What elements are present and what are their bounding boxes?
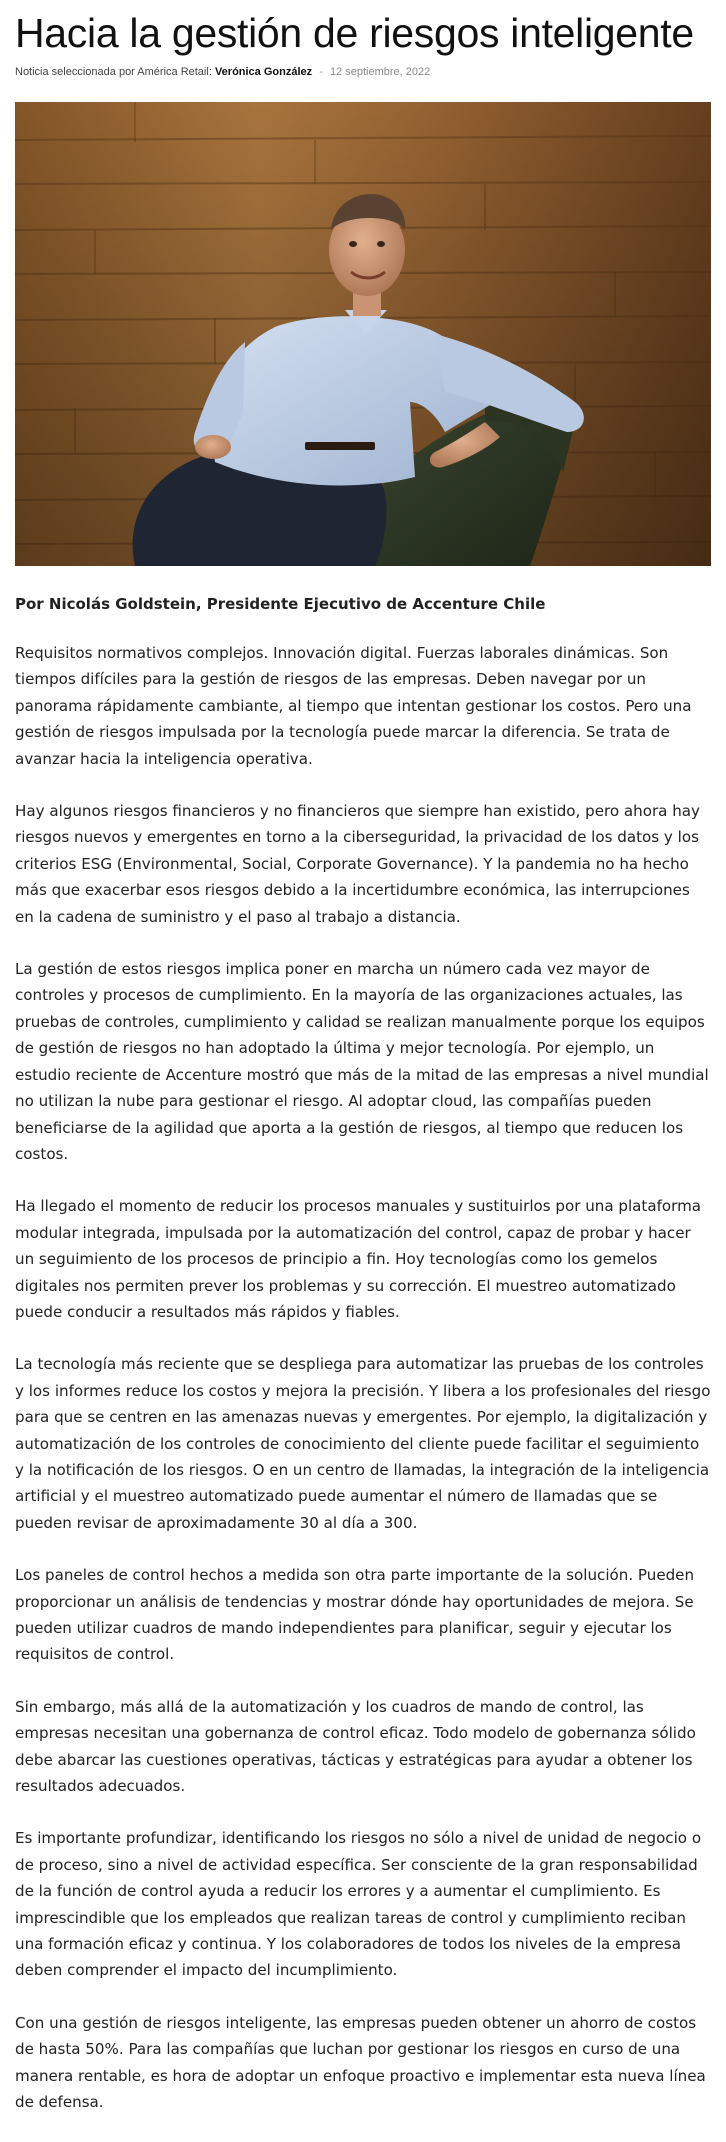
meta-separator: -	[319, 66, 323, 78]
selected-by-label: Noticia seleccionada por América Retail:	[15, 66, 212, 78]
author-link[interactable]: Verónica González	[214, 66, 313, 78]
hero-image	[15, 102, 711, 566]
paragraph: Hay algunos riesgos financieros y no financieros que siempre han existido, pero ahora hay riesgos nuevos y emergentes en torno a la ciberseguridad, la privacidad de los datos y los criterios ESG (Environmental, Social, Corporate Governance). Y la pandemia no ha hecho más que exacerbar esos riesgos debido a la incertidumbre económica, las interrupciones en la cadena de suministro y el paso al trabajo a distancia.	[15, 802, 700, 926]
paragraph: La gestión de estos riesgos implica poner en marcha un número cada vez mayor de controles y procesos de cumplimiento. En la mayoría de las organizaciones actuales, las pruebas de controles, cumplimiento y calidad se realizan manualmente porque los equipos de gestión de riesgos no han adoptado la última y mejor tecnología. Por ejemplo, un estudio reciente de Accenture mostró que más de la mitad de las empresas a nivel mundial no utilizan la nube para gestionar el riesgo. Al adoptar cloud, las compañías pueden beneficiarse de la agilidad que aporta a la gestión de riesgos, al tiempo que reducen los costos.	[15, 960, 709, 1163]
article-title: Hacia la gestión de riesgos inteligente	[15, 10, 694, 56]
article-body	[15, 640, 713, 2142]
paragraph: Con una gestión de riesgos inteligente, las empresas pueden obtener un ahorro de costos de hasta 50%. Para las compañías que luchan por gestionar los riesgos en curso de una manera rentable, es hora de adoptar un enfoque proactivo e implementar esta nueva línea de defensa.	[15, 2013, 706, 2112]
paragraph: Es importante profundizar, identificando los riesgos no sólo a nivel de unidad de negocio o de proceso, sino a nivel de actividad específica. Ser consciente de la gran responsabilidad de la función de control ayuda a reducir los errores y a aumentar el cumplimiento. Es imprescindible que los empleados que realizan tareas de control y cumplimiento reciban una formación eficaz y continua. Y los colaboradores de todos los niveles de la empresa deben comprender el impacto del incumplimiento.	[15, 1829, 702, 1980]
article-byline: Por Nicolás Goldstein, Presidente Ejecutivo de Accenture Chile	[15, 595, 546, 613]
paragraph: La tecnología más reciente que se despliega para automatizar las pruebas de los controles y los informes reduce los costos y mejora la precisión. Y libera a los profesionales del riesgo para que se centren en las amenazas nuevas y emergentes. Por ejemplo, la digitalización y automatización de los controles de conocimiento del cliente puede facilitar el seguimiento y la notificación de los riesgos. O en un centro de llamadas, la integración de la inteligencia artificial y el muestreo automatizado puede aumentar el número de llamadas que se pueden revisar de aproximadamente 30 al día a 300.	[15, 1355, 711, 1532]
article-meta	[15, 64, 711, 80]
publish-date: 12 septiembre, 2022	[329, 66, 431, 78]
paragraph: Requisitos normativos complejos. Innovación digital. Fuerzas laborales dinámicas. Son tiempos difíciles para la gestión de riesgos de las empresas. Deben navegar por un panorama rápidamente cambiante, al tiempo que intentan gestionar los costos. Pero una gestión de riesgos impulsada por la tecnología puede marcar la diferencia. Se trata de avanzar hacia la inteligencia operativa.	[15, 644, 692, 768]
paragraph: Ha llegado el momento de reducir los procesos manuales y sustituirlos por una plataforma modular integrada, impulsada por la automatización del control, capaz de probar y hacer un seguimiento de los procesos de principio a fin. Hoy tecnologías como los gemelos digitales nos permiten prever los problemas y su corrección. El muestreo automatizado puede conducir a resultados más rápidos y fiables.	[15, 1197, 702, 1321]
portrait-photo	[15, 102, 711, 566]
paragraph: Los paneles de control hechos a medida son otra parte importante de la solución. Pueden proporcionar un análisis de tendencias y mostrar dónde hay oportunidades de mejora. Se pueden utilizar cuadros de mando independientes para planificar, seguir y ejecutar los requisitos de control.	[15, 1566, 695, 1664]
article	[15, 0, 711, 2112]
paragraph: Sin embargo, más allá de la automatización y los cuadros de mando de control, las empresas necesitan una gobernanza de control eficaz. Todo modelo de gobernanza sólido debe abarcar las cuestiones operativas, tácticas y estratégicas para ayudar a obtener los resultados adecuados.	[15, 1697, 696, 1796]
